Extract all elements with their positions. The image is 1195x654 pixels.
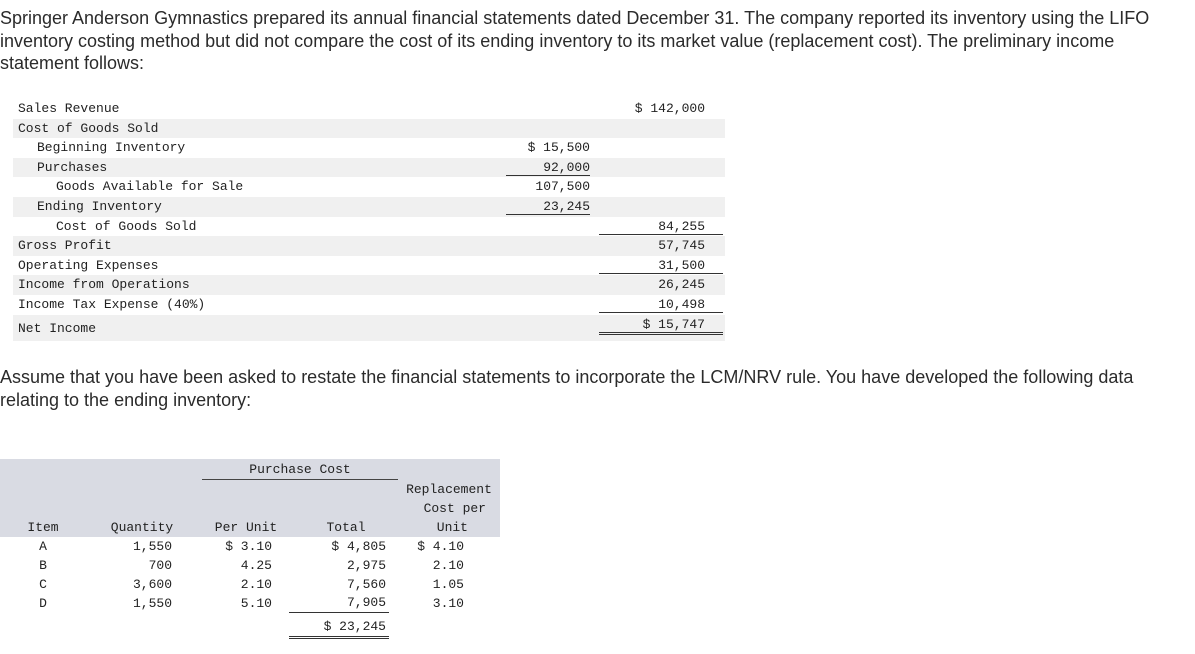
purchases-row (13, 158, 725, 178)
ending-inventory-value: 23,245 (506, 199, 590, 215)
cell-total: 7,905 (289, 594, 389, 613)
quantity-header: Quantity (110, 520, 174, 535)
table-row (0, 537, 500, 556)
net-income-label: Net Income (18, 320, 97, 336)
cell-per-unit: 2.10 (240, 577, 272, 592)
per-unit-header: Per Unit (214, 520, 278, 535)
purchases-label: Purchases (37, 159, 108, 175)
replacement-header-line3: Unit (436, 520, 468, 535)
cell-quantity: 1,550 (132, 539, 172, 554)
income-tax-row (13, 295, 725, 315)
cost-of-goods-sold-value: 84,255 (599, 219, 723, 235)
cell-quantity: 700 (148, 558, 172, 573)
item-header: Item (27, 520, 59, 535)
inventory-table-header (0, 459, 500, 537)
beginning-inventory-value: $ 15,500 (527, 140, 590, 156)
cell-item: C (39, 577, 47, 592)
cell-quantity: 3,600 (132, 577, 172, 592)
purchase-cost-group-header: Purchase Cost (202, 460, 398, 480)
table-row (0, 575, 500, 594)
sales-revenue-label: Sales Revenue (18, 101, 120, 116)
cell-replacement: $ 4.10 (417, 539, 464, 554)
replacement-header-line2: Cost per (423, 501, 486, 516)
beginning-inventory-row (13, 138, 725, 158)
ending-inventory-row (13, 197, 725, 217)
cell-replacement: 1.05 (432, 577, 464, 592)
table-row (0, 594, 500, 613)
gross-profit-value: 57,745 (658, 238, 705, 254)
goods-available-value: 107,500 (535, 179, 590, 195)
net-income-value: $ 15,747 (599, 317, 723, 335)
cell-quantity: 1,550 (132, 596, 172, 611)
income-tax-label: Income Tax Expense (40%) (18, 296, 206, 312)
net-income-row (13, 315, 725, 341)
cell-replacement: 2.10 (432, 558, 464, 573)
beginning-inventory-label: Beginning Inventory (37, 140, 186, 156)
table-row (0, 556, 500, 575)
cost-of-goods-sold-row (13, 217, 725, 237)
income-from-operations-row (13, 275, 725, 295)
cell-per-unit: $ 3.10 (225, 539, 272, 554)
cell-total: $ 4,805 (331, 539, 386, 554)
ending-inventory-label: Ending Inventory (37, 198, 162, 214)
gross-profit-row (13, 236, 725, 256)
inventory-table (0, 459, 500, 637)
cell-total: 7,560 (346, 577, 386, 592)
inventory-grand-total: $ 23,245 (289, 618, 389, 639)
operating-expenses-label: Operating Expenses (18, 257, 159, 273)
cell-per-unit: 5.10 (240, 596, 272, 611)
inventory-table-body (0, 537, 500, 633)
income-from-operations-label: Income from Operations (18, 277, 190, 293)
cell-item: D (39, 596, 47, 611)
cell-per-unit: 4.25 (240, 558, 272, 573)
total-header: Total (326, 520, 366, 535)
goods-available-label: Goods Available for Sale (56, 179, 244, 195)
replacement-header-line1: Replacement (406, 482, 492, 497)
cost-of-goods-sold-label: Cost of Goods Sold (56, 218, 197, 234)
intro-paragraph: Springer Anderson Gymnastics prepared its annual financial statements dated December 31. The company reported its inventory using the LIFO inventory costing method but did not compare the cost of its ending inventory to its market value (replacement cost). The preliminary income statement follows: (0, 8, 1150, 73)
sales-revenue-value: $ 142,000 (634, 101, 705, 116)
income-tax-value: 10,498 (599, 297, 723, 313)
purchases-value: 92,000 (506, 160, 590, 176)
cell-replacement: 3.10 (432, 596, 464, 611)
operating-expenses-row (13, 256, 725, 276)
cogs-heading-row (13, 119, 725, 139)
sales-revenue-row (13, 99, 725, 119)
goods-available-row (13, 177, 725, 197)
gross-profit-label: Gross Profit (18, 238, 112, 254)
operating-expenses-value: 31,500 (599, 258, 723, 274)
cell-total: 2,975 (346, 558, 386, 573)
second-paragraph: Assume that you have been asked to restate the financial statements to incorporate the LCM/NRV rule. You have developed the following data relating to the ending inventory: (0, 367, 1134, 410)
cell-item: A (39, 539, 47, 554)
income-statement (13, 99, 725, 341)
income-from-operations-value: 26,245 (658, 277, 705, 293)
cogs-heading-label: Cost of Goods Sold (18, 120, 159, 136)
cell-item: B (39, 558, 47, 573)
